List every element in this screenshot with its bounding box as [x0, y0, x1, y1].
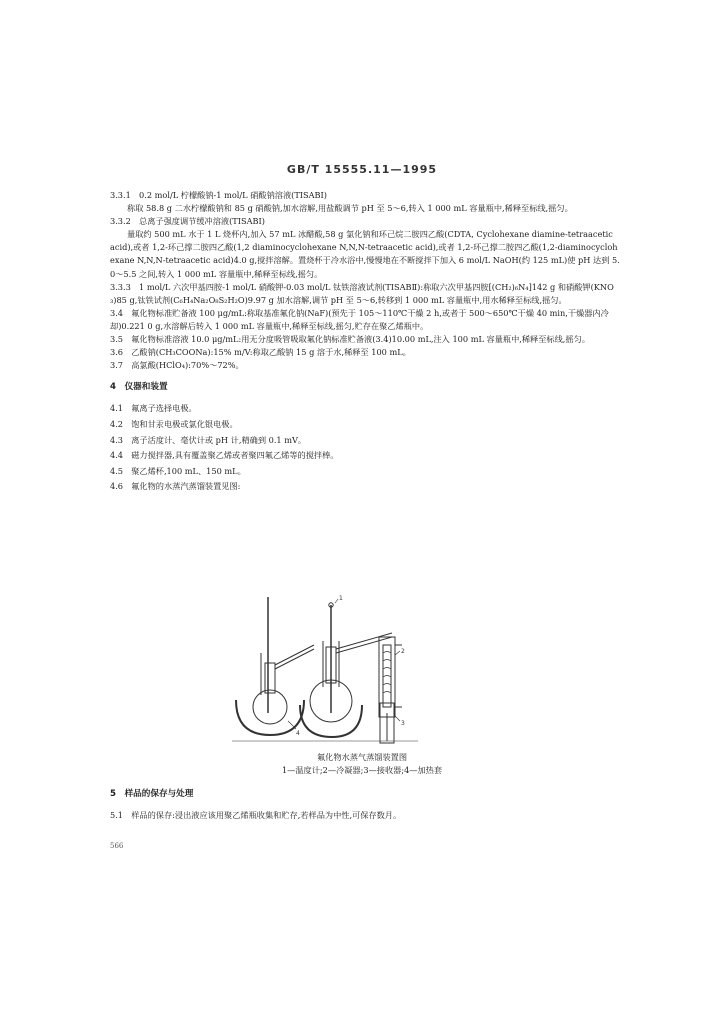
flask-left: [253, 690, 287, 724]
list-item: 4.1 氟离子选择电极。: [110, 403, 197, 414]
para-3-6: 3.6 乙酸钠(CH₃COONa):15% m/V:称取乙酸钠 15 g 溶于水,稀释至 100 mL。: [110, 347, 411, 358]
figure-label-2: 2: [401, 648, 405, 655]
flask-left-neck: [265, 663, 275, 693]
list-item: 4.3 离子活度计、毫伏计或 pH 计,精确到 0.1 mV。: [110, 434, 307, 445]
section-4-list: [110, 401, 620, 495]
list-item: 4.4 磁力搅拌器,具有覆盖聚乙烯或者聚四氟乙烯等的搅拌棒。: [110, 450, 339, 461]
figure-caption-title: 氟化物水蒸气蒸馏装置图: [316, 752, 408, 762]
condenser: [379, 637, 395, 717]
section-4-title: 4 仪器和装置: [110, 382, 168, 393]
list-item: 4.6 氟化物的水蒸汽蒸馏装置见图:: [110, 481, 241, 492]
para-3-3-2-body: 量取约 500 mL 水于 1 L 烧杯内,加入 57 mL 冰醋酸,58 g 氯化钠和环己烷二胺四乙酸(CDTA, Cyclohexane diamine-tetraacetic acid),或者 1,2-环己撑二胺四乙酸(1,2 diaminocyclohexane N,N,N-tetraacetic acid),或者 1,2-环己撑二胺四乙酸(1,2-diaminocyclohexane N,N,N-tetraacetic acid)4.0 g,搅拌溶解。置烧杯于冷水浴中,慢慢地在不断搅拌下加入 6 mol/L NaOH(约 125 mL)使 pH 达到 5.0～5.5 之间,转入 1 000 mL 容量瓶中,稀释至标线,摇匀。: [110, 229, 620, 279]
para-3-4: 3.4 氟化物标准贮备液 100 μg/mL:称取基准氟化钠(NaF)(预先于 105～110℃干燥 2 h,或者于 500～650℃干燥 40 min,干燥器内冷却)0.221 0 g,水溶解后转入 1 000 mL 容量瓶中,稀释至标线,摇匀,贮存在聚乙烯瓶中。: [110, 307, 609, 331]
para-5-1: 5.1 样品的保存:浸出液应该用聚乙烯瓶收集和贮存,若样品为中性,可保存数月。: [110, 810, 402, 820]
para-3-3-2: 3.3.2 总离子强度调节缓冲溶液(TISABⅠ): [110, 216, 265, 227]
main-text: [110, 189, 620, 495]
para-3-3-1-body: 称取 58.8 g 二水柠檬酸钠和 85 g 硝酸钠,加水溶解,用盐酸调节 pH 至 5～6,转入 1 000 mL 容量瓶中,稀释至标线,摇匀。: [127, 203, 573, 214]
para-3-5: 3.5 氟化物标准溶液 10.0 μg/mL:用无分度吸管吸取氟化钠标准贮备液(3.4)10.00 mL,注入 100 mL 容量瓶中,稀释至标线,摇匀。: [110, 334, 590, 345]
list-item: 4.5 聚乙烯杯,100 mL、150 mL。: [110, 465, 246, 476]
figure-label-3: 3: [401, 720, 405, 727]
distillation-apparatus-figure: [232, 595, 418, 747]
figure-caption-legend: 1—温度计;2—冷凝器;3—接收器;4—加热套: [281, 765, 443, 775]
para-3-7: 3.7 高氯酸(HClO₄):70%～72%。: [110, 360, 244, 371]
para-3-3-3: 3.3.3 1 mol/L 六次甲基四胺-1 mol/L 硝酸钾-0.03 mol/L 钛铁溶液试剂(TISABⅡ):称取六次甲基四胺[(CH₂)₆N₄]142 g 和硝酸钾(KNO₃)85 g,钛铁试剂(C₆H₄Na₂O₈S₂H₂O)9.97 g 加水溶解,调节 pH 至 5～6,转移到 1 000 mL 容量瓶中,用水稀释至标线,摇匀。: [110, 281, 614, 305]
para-3-3-1: 3.3.1 0.2 mol/L 柠檬酸钠-1 mol/L 硝酸钠溶液(TISABⅠ): [110, 190, 327, 200]
figure-label-1: 1: [339, 595, 343, 602]
heating-mantle-left: [236, 700, 304, 735]
list-item: 4.2 饱和甘汞电极或氯化银电极。: [110, 419, 238, 429]
figure-caption: [0, 751, 724, 777]
standard-code-header: GB/T 15555.11—1995: [286, 163, 438, 176]
section-5-title: 5 样品的保存与处理: [110, 789, 194, 799]
page-number: 566: [110, 842, 124, 850]
figure-label-4: 4: [296, 730, 300, 737]
